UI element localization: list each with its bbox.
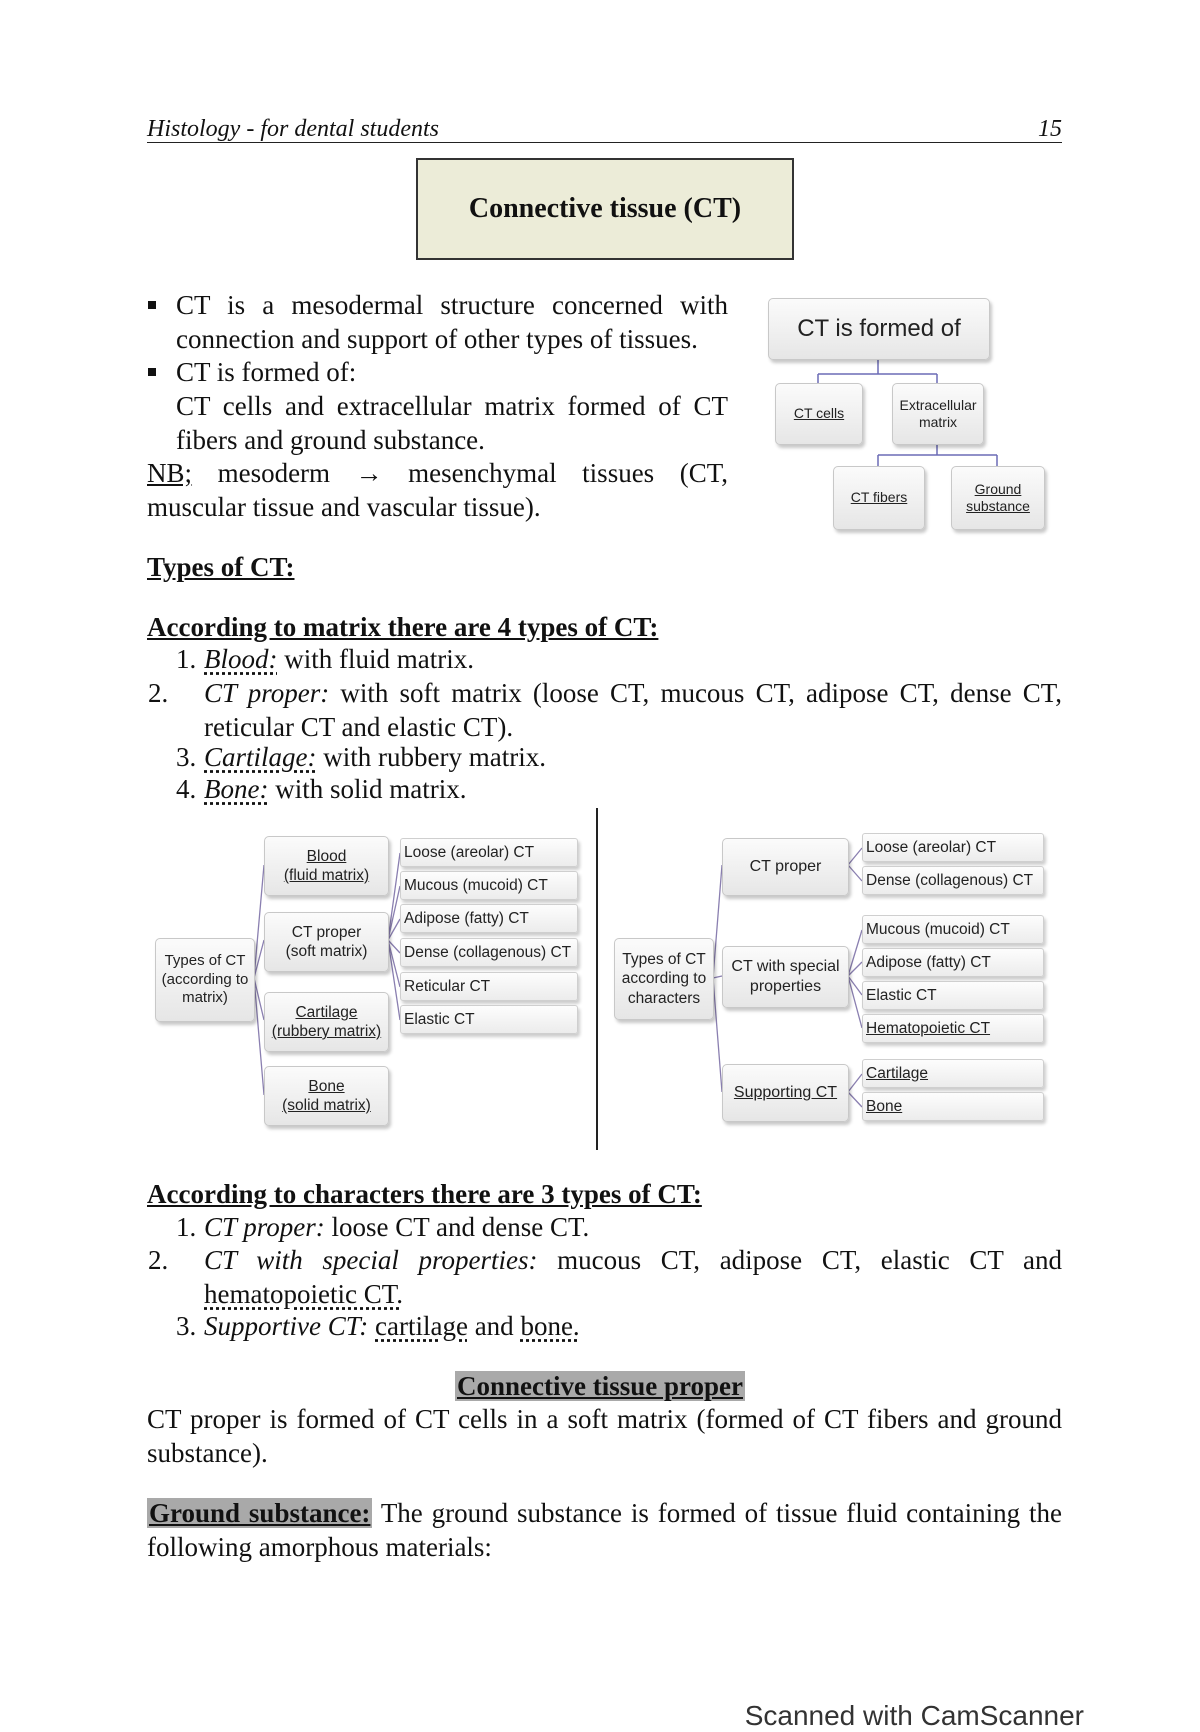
item-number: 2. xyxy=(148,678,169,708)
leaf-mucous-ct: Mucous (mucoid) CT xyxy=(400,871,578,900)
supporting-ct-node xyxy=(722,1064,849,1122)
item-cartilage: cartilage xyxy=(375,1311,468,1341)
blood-sublabel: (fluid matrix) xyxy=(283,867,370,884)
item-name: CT proper: xyxy=(204,1212,325,1242)
ct-cells-label: CT cells xyxy=(793,405,845,422)
leaf-dense-ct: Dense (collagenous) CT xyxy=(400,938,578,967)
char-leaf-adipose-ct: Adipose (fatty) CT xyxy=(862,948,1044,977)
item-name: CT proper: xyxy=(204,678,330,708)
matrix-item-2 xyxy=(148,676,1062,744)
ct-cells-node xyxy=(775,383,863,445)
char-leaf-cartilage: Cartilage xyxy=(862,1059,1044,1088)
char-leaf-elastic-ct: Elastic CT xyxy=(862,981,1044,1010)
ct-proper-node xyxy=(264,912,389,972)
item-name: CT with special properties: xyxy=(204,1245,538,1275)
item-text: mucous CT, adipose CT, elastic CT and xyxy=(537,1245,1062,1275)
cartilage-node xyxy=(264,992,389,1052)
bullet-square-icon xyxy=(148,301,156,309)
characters-root-node xyxy=(614,938,714,1020)
bone-sublabel: (solid matrix) xyxy=(282,1097,371,1114)
matrix-heading: According to matrix there are 4 types of CT: xyxy=(147,612,659,642)
formed-root-node xyxy=(768,298,990,360)
item-number: 1. xyxy=(176,644,197,674)
matrix-item-3 xyxy=(176,740,546,774)
item-text: with soft matrix (loose CT, mucous CT, adipose CT, dense CT, reticular CT and elastic CT). xyxy=(204,678,1062,742)
types-heading: Types of CT: xyxy=(147,552,295,582)
char-leaf-dense-ct: Dense (collagenous) CT xyxy=(862,866,1044,895)
item-number: 3. xyxy=(176,742,197,772)
proper-heading: Connective tissue proper xyxy=(457,1371,743,1401)
ground-label: Ground substance: xyxy=(149,1498,371,1528)
leaf-loose-ct: Loose (areolar) CT xyxy=(400,838,578,867)
bullet-square-icon xyxy=(148,368,156,376)
item-number: 4. xyxy=(176,774,197,804)
scanner-watermark: Scanned with CamScanner xyxy=(744,1700,1084,1731)
item-name: Bone: xyxy=(204,774,269,804)
leaf-reticular-ct: Reticular CT xyxy=(400,972,578,1001)
char-item-2 xyxy=(148,1243,1062,1311)
char-ct-proper-node xyxy=(722,838,849,896)
item-number: 2. xyxy=(148,1245,169,1275)
ground-text: The ground substance is formed of tissue fluid containing the following amorphous materials: xyxy=(147,1498,1062,1562)
section-title: Connective tissue (CT) xyxy=(416,158,794,260)
nb-paragraph xyxy=(147,456,728,524)
proper-paragraph: CT proper is formed of CT cells in a soft matrix (formed of CT fibers and ground substance). xyxy=(147,1404,1062,1468)
char-item-3 xyxy=(176,1309,580,1343)
bone-node xyxy=(264,1066,389,1126)
characters-heading: According to characters there are 3 types of CT: xyxy=(147,1179,702,1209)
cartilage-label: Cartilage xyxy=(295,1003,358,1021)
ct-proper-label: CT proper xyxy=(291,923,362,941)
matrix-item-1 xyxy=(176,642,1062,676)
page-number: 15 xyxy=(1038,116,1062,142)
nb-label: NB; xyxy=(147,458,193,488)
item-name: Cartilage: xyxy=(204,742,317,772)
item-text: with fluid matrix. xyxy=(277,644,474,674)
supporting-ct-label: Supporting CT xyxy=(733,1084,838,1101)
item-and: and xyxy=(467,1311,521,1341)
extracellular-matrix-node xyxy=(892,383,984,445)
item-text: with solid matrix. xyxy=(268,774,467,804)
bullet-1-text: CT is a mesodermal structure concerned with connection and support of other types of tissues. xyxy=(176,290,728,354)
characters-root-label: Types of CT according to characters xyxy=(621,950,707,1007)
item-number: 3. xyxy=(176,1311,197,1341)
matrix-root-label: Types of CT (according to matrix) xyxy=(161,951,249,1007)
ground-substance-node xyxy=(951,466,1045,530)
bullet-2-continuation: CT cells and extracellular matrix formed of CT fibers and ground substance. xyxy=(176,391,728,455)
char-leaf-hematopoietic-ct: Hematopoietic CT xyxy=(862,1014,1044,1043)
page-header xyxy=(147,112,1062,143)
formed-root-label: CT is formed of xyxy=(797,315,961,342)
char-ct-proper-label: CT proper xyxy=(749,858,822,875)
leaf-adipose-ct: Adipose (fatty) CT xyxy=(400,904,578,933)
char-leaf-bone: Bone xyxy=(862,1092,1044,1121)
item-bone: bone. xyxy=(520,1311,580,1341)
item-name: Blood: xyxy=(204,644,278,674)
ct-fibers-label: CT fibers xyxy=(850,489,908,506)
matrix-root-node xyxy=(155,938,255,1022)
running-title: Histology - for dental students xyxy=(147,116,439,142)
nb-text: mesoderm → mesenchymal tissues (CT, muscular tissue and vascular tissue). xyxy=(147,458,728,522)
extracellular-matrix-label: Extracellular matrix xyxy=(899,396,977,430)
item-text: loose CT and dense CT. xyxy=(324,1212,590,1242)
item-text: with rubbery matrix. xyxy=(316,742,546,772)
bullet-1 xyxy=(148,288,728,356)
special-properties-node xyxy=(722,946,849,1008)
leaf-elastic-ct: Elastic CT xyxy=(400,1005,578,1034)
bone-label: Bone xyxy=(308,1077,345,1095)
blood-node xyxy=(264,836,389,896)
ground-substance-label: Ground substance xyxy=(966,480,1030,514)
special-properties-label: CT with special properties xyxy=(731,958,840,995)
char-leaf-mucous-ct: Mucous (mucoid) CT xyxy=(862,915,1044,944)
item-number: 1. xyxy=(176,1212,197,1242)
char-item-1 xyxy=(176,1210,589,1244)
bullet-2-text: CT is formed of: xyxy=(176,357,357,387)
char-leaf-loose-ct: Loose (areolar) CT xyxy=(862,833,1044,862)
proper-heading-row xyxy=(0,1369,1200,1403)
cartilage-sublabel: (rubbery matrix) xyxy=(271,1023,382,1040)
ct-fibers-node xyxy=(833,466,925,530)
ct-proper-sublabel: (soft matrix) xyxy=(285,943,368,960)
ground-paragraph xyxy=(147,1496,1062,1564)
item-text-dotted: hematopoietic CT. xyxy=(204,1279,403,1309)
blood-label: Blood xyxy=(306,847,347,865)
item-name: Supportive CT: xyxy=(204,1311,369,1341)
bullet-2 xyxy=(148,355,728,457)
